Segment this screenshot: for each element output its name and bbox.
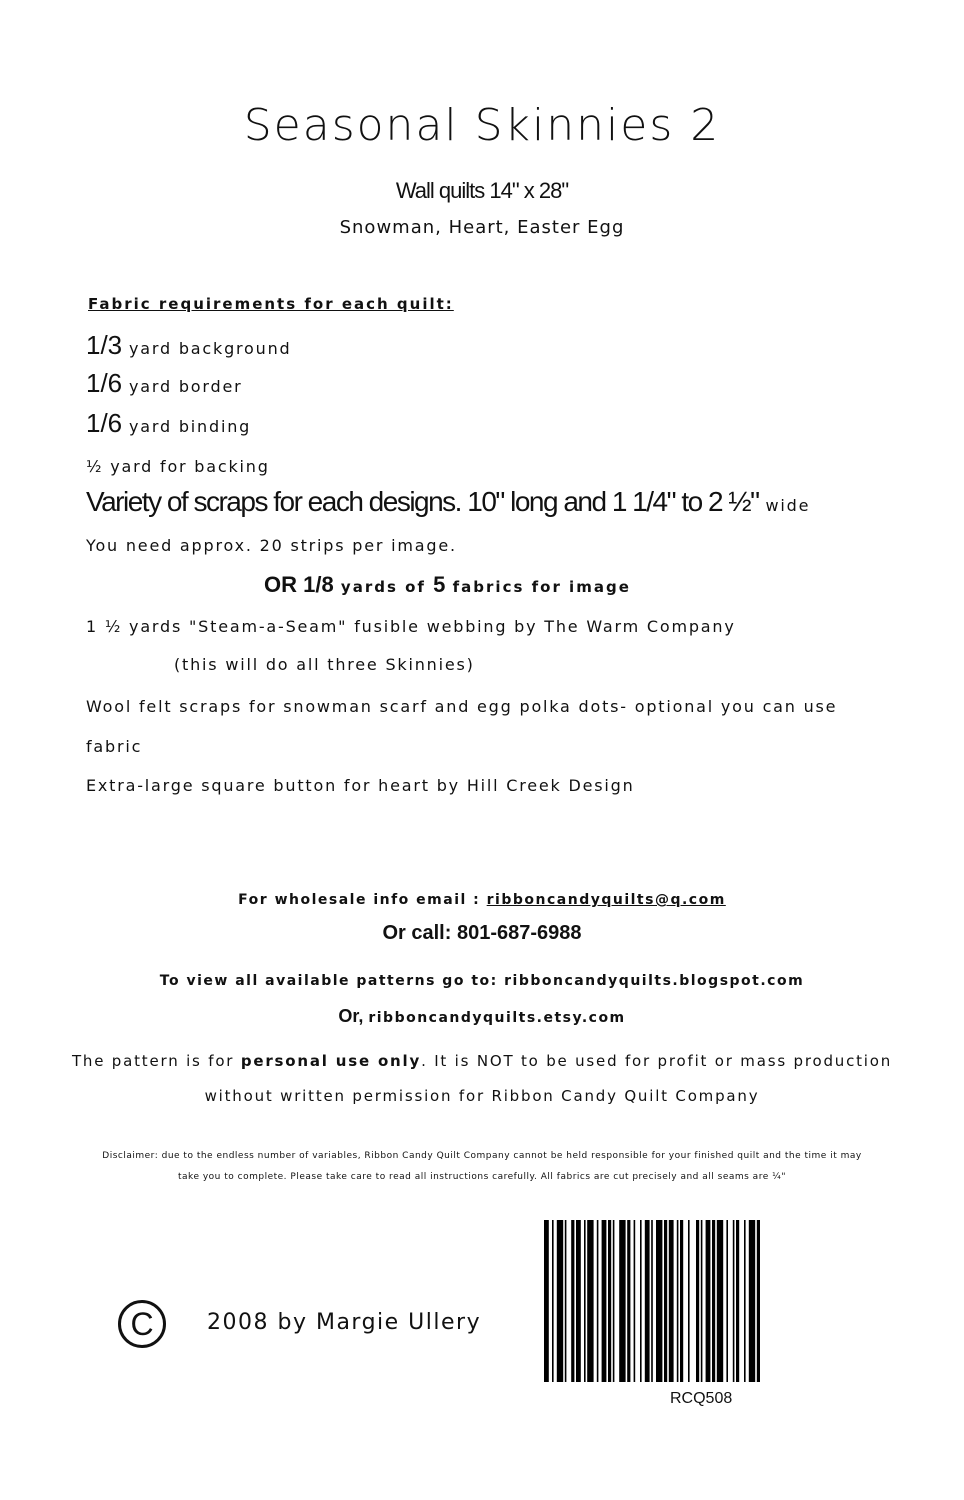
- barcode-icon: [540, 1220, 868, 1382]
- blog-link[interactable]: ribboncandyquilts.blogspot.com: [504, 973, 805, 989]
- copyright-icon: C: [118, 1300, 166, 1348]
- etsy-info: [0, 1006, 964, 1027]
- binding-amount: 1/6: [86, 408, 123, 438]
- barcode-bar: [757, 1220, 760, 1382]
- disclaimer-line1: Disclaimer: due to the endless number of variables, Ribbon Candy Quilt Company cannot be held responsible for your finished quilt and the time it may: [102, 1151, 862, 1161]
- barcode-bar: [645, 1220, 650, 1382]
- usage-line1: [0, 1052, 964, 1070]
- barcode-bar: [688, 1220, 690, 1382]
- barcode-bar: [584, 1220, 586, 1382]
- usage-personal-only: personal use only: [240, 1052, 422, 1070]
- webbing-requirement: 1 ½ yards "Steam-a-Seam" fusible webbing by The Warm Company: [86, 617, 736, 636]
- border-requirement: [86, 368, 242, 399]
- barcode-bar: [587, 1220, 593, 1382]
- barcode-bar: [701, 1220, 703, 1382]
- background-requirement: [86, 330, 292, 361]
- binding-text: yard binding: [122, 417, 252, 436]
- requirements-heading: Fabric requirements for each quilt:: [88, 295, 454, 313]
- page-subtitle: Wall quilts 14" x 28": [395, 178, 569, 203]
- wholesale-label: For wholesale info email :: [238, 892, 487, 908]
- barcode-bar: [749, 1220, 755, 1382]
- border-amount: 1/6: [86, 368, 123, 398]
- scraps-end-text: wide: [758, 496, 811, 515]
- button-requirement: Extra-large square button for heart by Hill Creek Design: [86, 776, 635, 795]
- webbing-note: (this will do all three Skinnies): [174, 655, 475, 674]
- barcode-bar: [744, 1220, 746, 1382]
- usage-line1-end: . It is NOT to be used for profit or mass production: [421, 1052, 893, 1070]
- barcode-bar: [664, 1220, 667, 1382]
- barcode-bar: [706, 1220, 711, 1382]
- usage-line2: without written permission for Ribbon Candy Quilt Company: [204, 1087, 760, 1105]
- barcode-bar: [656, 1220, 662, 1382]
- barcode-bar: [608, 1220, 611, 1382]
- barcode-bar: [576, 1220, 581, 1382]
- background-amount: 1/3: [86, 330, 123, 360]
- scraps-main-text: Variety of scraps for each designs. 10" long and 1 1/4" to 2 ½": [86, 486, 759, 517]
- wholesale-email-link[interactable]: ribboncandyquilts@q.com: [486, 892, 726, 908]
- alternative-end: fabrics for image: [445, 578, 631, 596]
- barcode-bar: [736, 1220, 739, 1382]
- call-info: [0, 922, 964, 945]
- alternative-prefix: OR 1/8: [264, 572, 334, 597]
- barcode-bar: [726, 1220, 728, 1382]
- barcode-bar: [597, 1220, 599, 1382]
- barcode-bar: [571, 1220, 574, 1382]
- scraps-requirement: [86, 486, 810, 518]
- barcode-bar: [696, 1220, 699, 1382]
- alternative-fabrics: [264, 572, 631, 598]
- designs-list: Snowman, Heart, Easter Egg: [339, 217, 625, 238]
- barcode-bar: [565, 1220, 567, 1382]
- wool-requirement-line1: Wool felt scraps for snowman scarf and egg polka dots- optional you can use: [86, 697, 838, 716]
- wholesale-info: [0, 892, 964, 908]
- etsy-or-label: Or,: [338, 1006, 369, 1026]
- call-label: Or call:: [382, 922, 457, 944]
- usage-line1-start: The pattern is for: [71, 1052, 241, 1070]
- view-patterns-info: [0, 973, 964, 989]
- strips-note: You need approx. 20 strips per image.: [86, 536, 457, 555]
- barcode-bar: [669, 1220, 674, 1382]
- etsy-link[interactable]: ribboncandyquilts.etsy.com: [368, 1010, 626, 1026]
- barcode-bar: [651, 1220, 653, 1382]
- barcode-bar: [544, 1220, 549, 1382]
- call-number: 801-687-6988: [456, 922, 582, 944]
- copyright-text: 2008 by Margie Ullery: [207, 1310, 482, 1335]
- background-text: yard background: [122, 339, 292, 358]
- barcode-bar: [712, 1220, 715, 1382]
- barcode-bar: [613, 1220, 615, 1382]
- alternative-mid: yards of: [333, 578, 434, 596]
- barcode-bar: [552, 1220, 554, 1382]
- border-text: yard border: [122, 377, 243, 396]
- backing-requirement: ½ yard for backing: [86, 457, 270, 476]
- barcode-bar: [680, 1220, 683, 1382]
- disclaimer-line2: take you to complete. Please take care to read all instructions carefully. All fabrics are cut precisely and all seams are ¼": [178, 1172, 786, 1182]
- wool-requirement-line2: fabric: [86, 737, 143, 756]
- barcode-bar: [619, 1220, 625, 1382]
- barcode-bar: [717, 1220, 723, 1382]
- alternative-count: 5: [433, 572, 446, 597]
- barcode-bar: [634, 1220, 636, 1382]
- barcode-bar: [733, 1220, 735, 1382]
- barcode-bar: [557, 1220, 563, 1382]
- barcode-bar: [627, 1220, 630, 1382]
- barcode-bar: [677, 1220, 679, 1382]
- page-title: Seasonal Skinnies 2: [243, 100, 721, 151]
- barcode-bar: [602, 1220, 607, 1382]
- barcode-code: RCQ508: [670, 1390, 733, 1407]
- barcode-bar: [640, 1220, 642, 1382]
- view-label: To view all available patterns go to:: [159, 973, 505, 989]
- binding-requirement: [86, 408, 251, 439]
